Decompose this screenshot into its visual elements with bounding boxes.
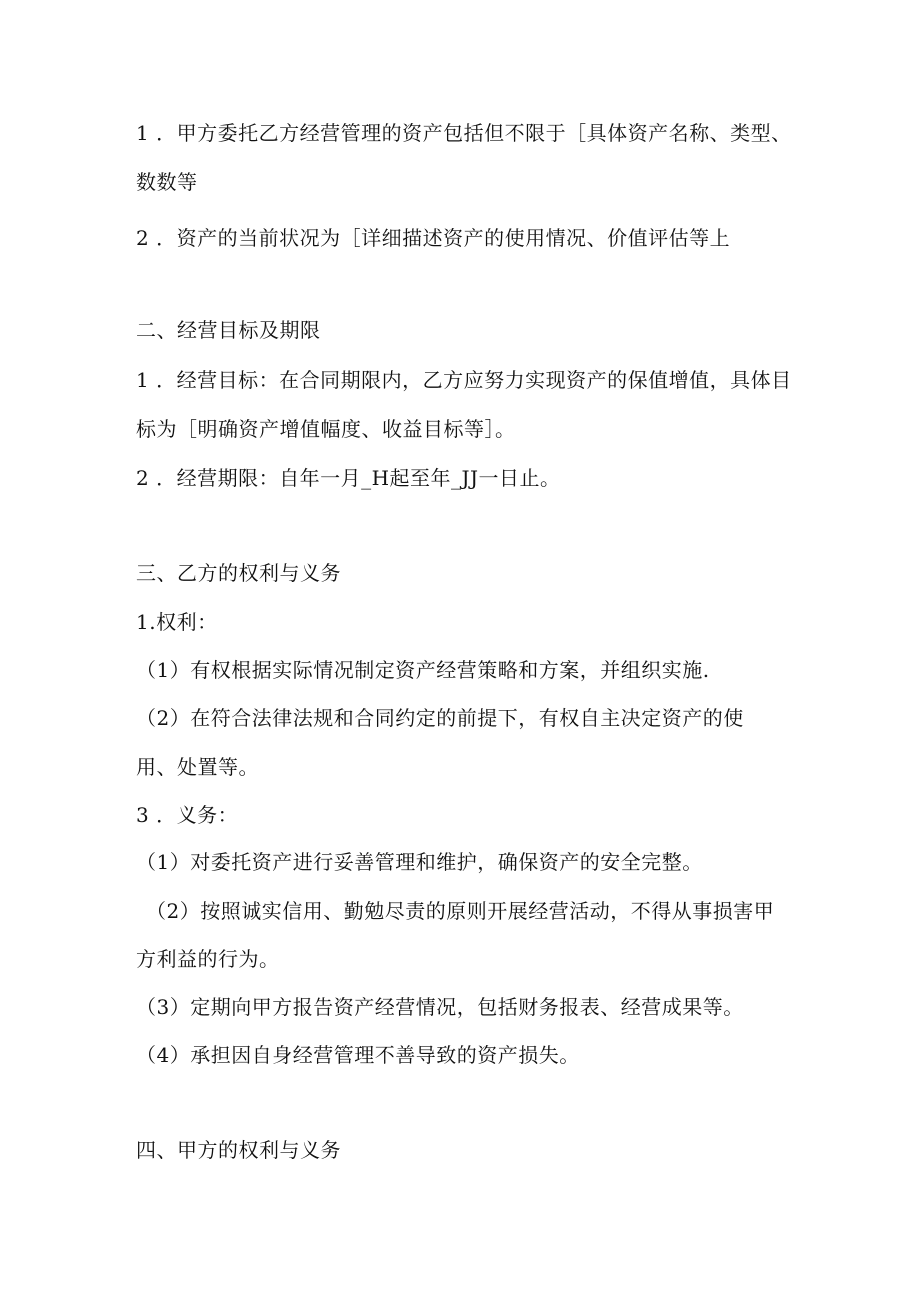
clause-1-1-line-2: 数数等 <box>136 170 198 194</box>
right-item-1: （1）有权根据实际情况制定资产经营策略和方案，并组织实施. <box>136 658 710 682</box>
clause-2-1-line-1: 1 ．经营目标：在合同期限内，乙方应努力实现资产的保值增值，具体目 <box>136 368 792 392</box>
right-item-2-line-1: （2）在符合法律法规和合同约定的前提下，有权自主决定资产的使 <box>136 706 744 730</box>
obligation-item-2-line-1: （2）按照诚实信用、勤勉尽责的原则开展经营活动，不得从事损害甲 <box>146 899 775 923</box>
obligation-item-2-line-2: 方利益的行为。 <box>136 947 280 971</box>
section-heading-3: 三、乙方的权利与义务 <box>136 561 341 585</box>
obligations-heading: 3 ．义务： <box>136 803 239 827</box>
clause-2-2: 2 ．经营期限：自年一月_H起至年_JJ一日止。 <box>136 466 561 490</box>
obligation-item-1: （1）对委托资产进行妥善管理和维护，确保资产的安全完整。 <box>136 850 703 874</box>
right-item-2-line-2: 用、处置等。 <box>136 755 259 779</box>
clause-2-1-line-2: 标为［明确资产增值幅度、收益目标等］。 <box>136 417 516 441</box>
rights-heading: 1.权利： <box>136 610 218 634</box>
obligation-item-4: （4）承担因自身经营管理不善导致的资产损失。 <box>136 1043 580 1067</box>
clause-1-2: 2 ．资产的当前状况为［详细描述资产的使用情况、价值评估等上 <box>136 226 731 250</box>
obligation-item-3: （3）定期向甲方报告资产经营情况，包括财务报表、经营成果等。 <box>136 995 744 1019</box>
section-heading-2: 二、经营目标及期限 <box>136 318 321 342</box>
section-heading-4: 四、甲方的权利与义务 <box>136 1138 341 1162</box>
clause-1-1-line-1: 1 ．甲方委托乙方经营管理的资产包括但不限于［具体资产名称、类型、 <box>136 121 792 145</box>
